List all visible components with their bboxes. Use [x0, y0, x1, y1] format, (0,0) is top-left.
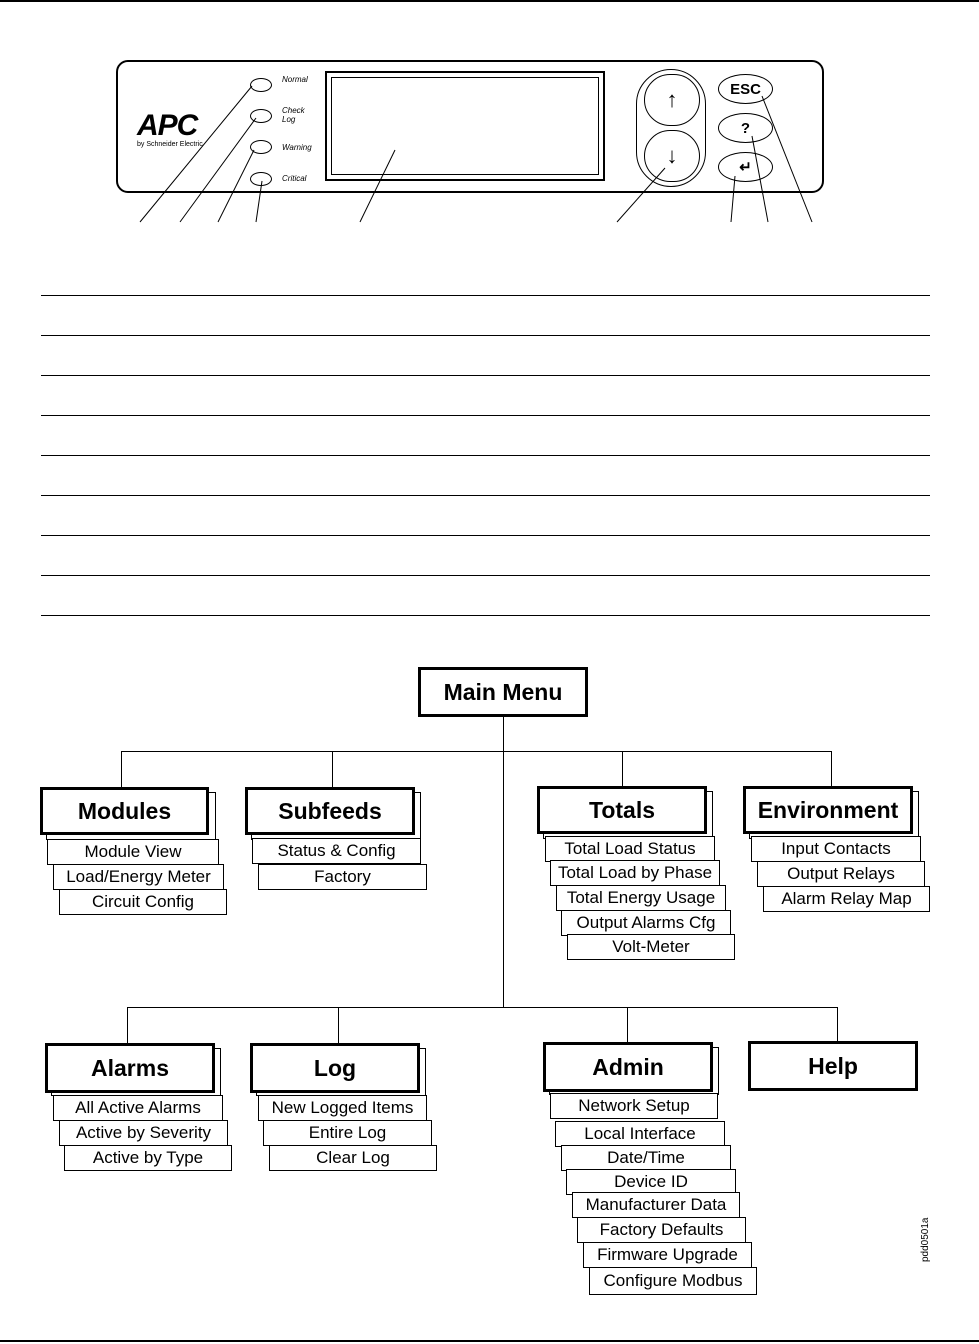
main-menu-box: Main Menu — [418, 667, 588, 717]
subfeeds-menu[interactable]: Subfeeds — [245, 787, 415, 835]
modules-menu[interactable]: Modules — [40, 787, 209, 835]
environment-item[interactable]: Input Contacts — [751, 836, 921, 862]
connector — [627, 1007, 628, 1042]
connector — [831, 751, 832, 786]
subfeeds-item[interactable]: Status & Config — [252, 838, 421, 864]
connector — [121, 751, 122, 787]
enter-key[interactable]: ↵ — [718, 152, 773, 182]
totals-menu[interactable]: Totals — [537, 786, 707, 834]
alarms-item[interactable]: All Active Alarms — [53, 1095, 223, 1121]
connector — [332, 751, 333, 787]
table-rule — [41, 575, 930, 576]
log-item[interactable]: Entire Log — [263, 1120, 432, 1146]
admin-item[interactable]: Network Setup — [550, 1093, 718, 1119]
totals-item[interactable]: Total Load by Phase — [550, 860, 720, 886]
log-item[interactable]: Clear Log — [269, 1145, 437, 1171]
totals-item[interactable]: Total Energy Usage — [556, 885, 726, 911]
connector — [503, 717, 504, 1007]
modules-item[interactable]: Module View — [47, 839, 219, 865]
alarms-item[interactable]: Active by Severity — [59, 1120, 228, 1146]
admin-menu[interactable]: Admin — [543, 1042, 713, 1092]
admin-item[interactable]: Date/Time — [561, 1145, 731, 1171]
connector — [127, 1007, 838, 1008]
environment-item[interactable]: Output Relays — [757, 861, 925, 887]
modules-item[interactable]: Circuit Config — [59, 889, 227, 915]
alarms-item[interactable]: Active by Type — [64, 1145, 232, 1171]
led-label-check-log: Check Log — [282, 106, 305, 124]
environment-item[interactable]: Alarm Relay Map — [763, 886, 930, 912]
totals-item[interactable]: Output Alarms Cfg — [561, 910, 731, 936]
table-rule — [41, 415, 930, 416]
table-rule — [41, 535, 930, 536]
table-rule — [41, 495, 930, 496]
bottom-rule — [0, 1340, 979, 1342]
table-rule — [41, 375, 930, 376]
admin-item[interactable]: Firmware Upgrade — [583, 1242, 752, 1268]
admin-item[interactable]: Manufacturer Data — [572, 1192, 740, 1218]
alarms-menu[interactable]: Alarms — [45, 1043, 215, 1093]
callout-leaders — [0, 0, 979, 240]
subfeeds-item[interactable]: Factory — [258, 864, 427, 890]
admin-item[interactable]: Configure Modbus — [589, 1267, 757, 1295]
table-rule — [41, 615, 930, 616]
down-arrow-key[interactable]: ↓ — [644, 130, 700, 182]
totals-item[interactable]: Volt-Meter — [567, 934, 735, 960]
connector — [837, 1007, 838, 1041]
admin-item[interactable]: Factory Defaults — [577, 1217, 746, 1243]
esc-key[interactable]: ESC — [718, 74, 773, 104]
admin-item[interactable]: Local Interface — [555, 1121, 725, 1147]
log-item[interactable]: New Logged Items — [258, 1095, 427, 1121]
figure-id: pdd0501a — [920, 1217, 931, 1262]
connector — [338, 1007, 339, 1043]
log-menu[interactable]: Log — [250, 1043, 420, 1093]
up-arrow-key[interactable]: ↑ — [644, 74, 700, 126]
totals-item[interactable]: Total Load Status — [545, 836, 715, 862]
table-rule — [41, 335, 930, 336]
help-menu[interactable]: Help — [748, 1041, 918, 1091]
connector — [622, 751, 623, 786]
led-label-warning: Warning — [282, 143, 312, 152]
admin-item[interactable]: Device ID — [566, 1169, 736, 1195]
table-rule — [41, 455, 930, 456]
connector — [127, 1007, 128, 1043]
apc-logo: APC — [137, 109, 198, 142]
led-label-normal: Normal — [282, 75, 308, 84]
environment-menu[interactable]: Environment — [743, 786, 913, 834]
connector — [121, 751, 832, 752]
table-rule — [41, 295, 930, 296]
led-label-critical: Critical — [282, 174, 307, 183]
logo-subtitle: by Schneider Electric — [137, 141, 203, 148]
modules-item[interactable]: Load/Energy Meter — [53, 864, 224, 890]
help-key[interactable]: ? — [718, 113, 773, 143]
